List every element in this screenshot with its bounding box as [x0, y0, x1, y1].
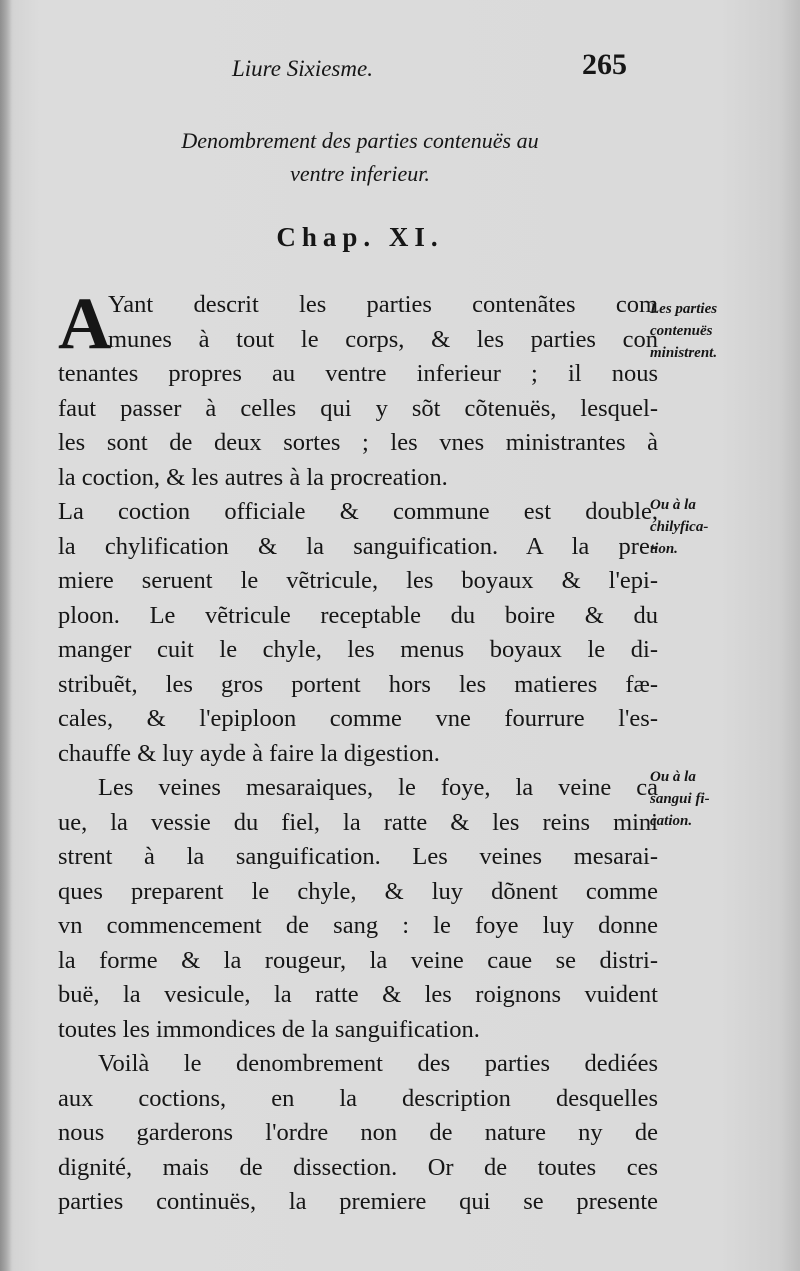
- text-line: la chylification & la sanguification. A la pre-: [58, 532, 658, 560]
- text-line: toutes les immondices de la sanguification.: [58, 1015, 480, 1043]
- text-line: faut passer à celles qui y sõt cõtenuës, lesquel-: [58, 394, 658, 422]
- margin-note-line: chilyfica-: [650, 519, 709, 535]
- text-line: ue, la vessie du fiel, la ratte & les reins mini: [58, 808, 658, 836]
- text-line: dignité, mais de dissection. Or de toutes ces: [58, 1153, 658, 1181]
- text-line: manger cuit le chyle, les menus boyaux le di-: [58, 636, 658, 663]
- text-line: nous garderons l'ordre non de nature ny de: [58, 1119, 658, 1146]
- drop-cap: A: [58, 283, 112, 365]
- margin-note-line: Ou à la: [650, 497, 696, 513]
- margin-note-line: tion.: [650, 541, 678, 557]
- margin-note-line: contenuës: [650, 323, 713, 339]
- text-line: chauffe & luy ayde à faire la digestion.: [58, 739, 440, 767]
- margin-note-line: Les parties: [650, 301, 718, 317]
- text-line: munes à tout le corps, & les parties con: [108, 325, 658, 353]
- margin-note-line: Ou à la: [650, 769, 696, 785]
- text-line: buë, la vesicule, la ratte & les roignons vuident: [58, 981, 658, 1008]
- text-line: strent à la sanguification. Les veines mesarai-: [58, 843, 658, 870]
- text-line: parties continuës, la premiere qui se presente: [58, 1188, 658, 1215]
- margin-note-line: ministrent.: [650, 345, 718, 361]
- chapter-number: Chap. XI.: [276, 222, 444, 252]
- text-line: ques preparent le chyle, & luy dõnent comme: [58, 877, 658, 905]
- text-line: Les veines mesaraiques, le foye, la veine ca: [98, 774, 658, 801]
- text-line: stribuẽt, les gros portent hors les matieres fæ-: [58, 670, 658, 698]
- text-line: Yant descrit les parties contenãtes com: [108, 291, 658, 318]
- text-line: La coction officiale & commune est double,: [58, 498, 658, 525]
- chapter-title-line: Denombrement des parties contenuës au: [181, 128, 539, 153]
- text-line: les sont de deux sortes ; les vnes ministrantes à: [58, 429, 658, 456]
- running-head: Liure Sixiesme.: [232, 56, 373, 81]
- text-line: vn commencement de sang : le foye luy donne: [58, 912, 658, 939]
- text-line: ploon. Le vẽtricule receptable du boire & du: [58, 601, 658, 629]
- chapter-title-line: ventre inferieur.: [290, 161, 430, 186]
- text-line: tenantes propres au ventre inferieur ; il nous: [58, 360, 658, 387]
- margin-note: [650, 298, 790, 364]
- text-line: la coction, & les autres à la procreation.: [58, 463, 448, 491]
- text-line: aux coctions, en la description desquelles: [58, 1084, 658, 1112]
- margin-note-line: cation.: [650, 813, 693, 829]
- text-line: miere seruent le vẽtricule, les boyaux & l'epi-: [58, 567, 658, 594]
- text-line: Voilà le denombrement des parties dediées: [98, 1050, 658, 1077]
- text-line: cales, & l'epiploon comme vne fourrure l'es-: [58, 705, 658, 732]
- margin-note: [650, 766, 790, 832]
- text-line: la forme & la rougeur, la veine caue se distri-: [58, 946, 658, 974]
- margin-note: [650, 494, 790, 560]
- page-number: 265: [582, 48, 627, 81]
- binding-gutter-shadow: [0, 0, 12, 1271]
- body-text: [58, 283, 658, 1220]
- margin-note-line: sangui fi-: [650, 791, 710, 807]
- chapter-title: [80, 124, 640, 190]
